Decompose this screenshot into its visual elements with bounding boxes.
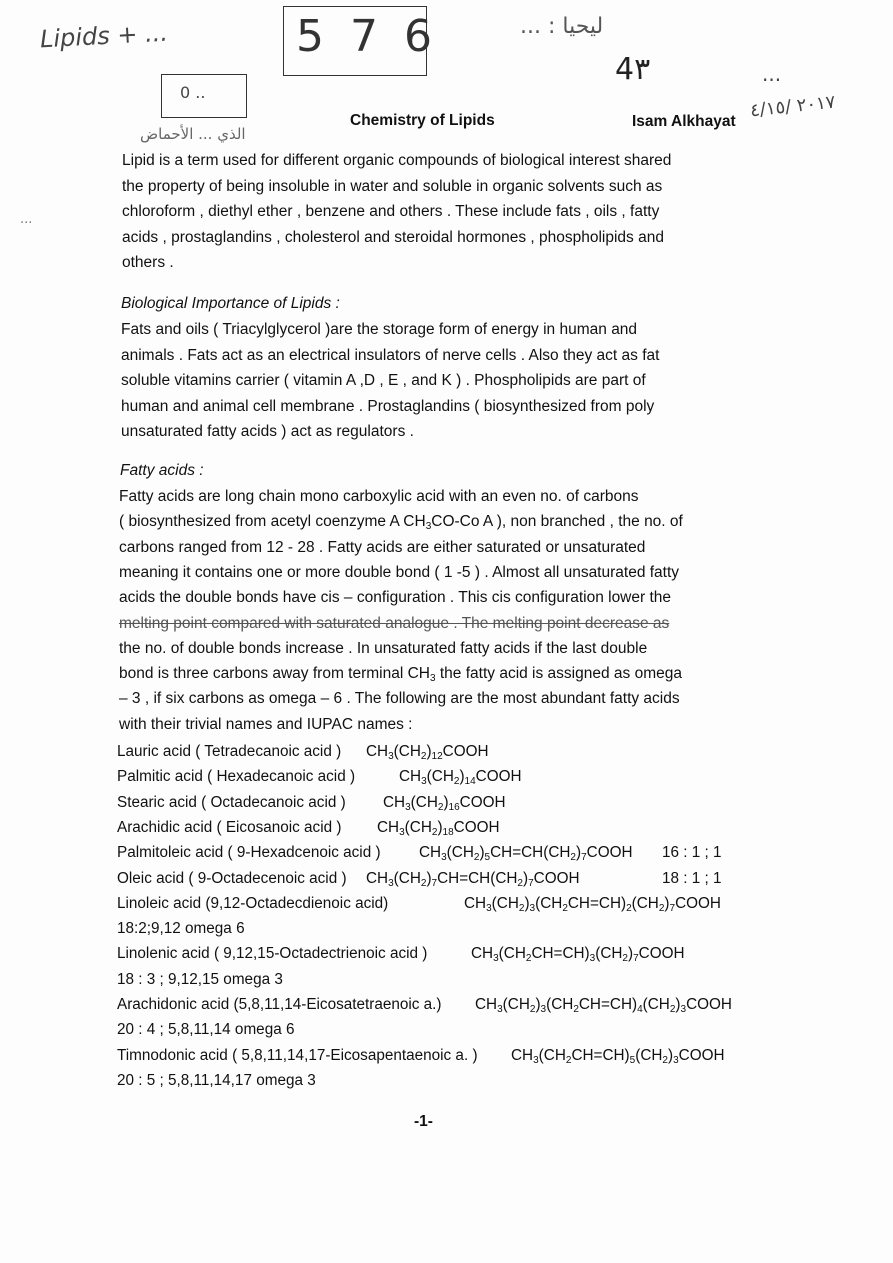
bio-line: Fats and oils ( Triacylglycerol )are the storage form of energy in human and <box>121 321 638 338</box>
fatty-acid-code: 16 : 1 ; 1 <box>662 844 722 862</box>
fatty-line <box>119 665 682 683</box>
fatty-acid-row <box>117 818 500 838</box>
fatty-acid-formula: $CH_3(CH_2CH=CH)_5(CH_2)_3COOH$ <box>511 1046 725 1066</box>
small-box-text: 0 .. <box>180 83 206 102</box>
fatty-line: – 3 , if six carbons as omega – 6 . The following are the most abundant fatty acids <box>119 690 680 708</box>
fatty-acid-row <box>117 768 522 788</box>
fatty-acid-row <box>117 894 721 914</box>
fatty-acid-formula: $CH_3(CH_2)_3(CH_2CH=CH)_4(CH_2)_3COOH$ <box>475 996 732 1015</box>
intro-line: chloroform , diethyl ether , benzene and others . These include fats , oils , fatty <box>122 203 660 220</box>
handwriting-under-title: الذي ... الأحماض <box>140 125 246 143</box>
fatty-acid-name: Lauric acid ( Tetradecanoic acid ) <box>117 743 342 760</box>
bio-line: human and animal cell membrane . Prostaglandins ( biosynthesized from poly <box>121 397 655 415</box>
handwritten-number-box <box>283 6 438 76</box>
handwritten-small-box <box>161 74 247 118</box>
fatty-acid-notation: 20 : 4 ; 5,8,11,14 omega 6 <box>117 1021 295 1039</box>
fatty-acid-name: Timnodonic acid ( 5,8,11,14,17-Eicosapentaenoic a. ) <box>117 1046 478 1064</box>
fatty-acid-name: Linoleic acid (9,12-Octadecdienoic acid) <box>117 894 389 912</box>
fatty-acid-row <box>117 869 722 889</box>
fatty-acid-formula: $CH_3(CH_2)_{14}COOH$ <box>399 768 522 788</box>
fatty-line-part: CO-Co A ), non branched , the no. of <box>431 513 683 531</box>
fatty-line-part: the fatty acid is assigned as omega <box>435 665 682 683</box>
bio-line: unsaturated fatty acids ) act as regulators . <box>121 423 414 440</box>
fatty-acid-name: Arachidic acid ( Eicosanoic acid ) <box>117 818 342 836</box>
fatty-acid-name: Palmitoleic acid ( 9-Hexadcenoic acid ) <box>117 844 381 862</box>
fatty-acid-notation: 18 : 3 ; 9,12,15 omega 3 <box>117 970 283 988</box>
subscript: 3 <box>425 521 432 533</box>
fatty-acid-formula: $CH_3(CH_2)_{16}COOH$ <box>383 793 506 813</box>
fatty-acid-row <box>117 793 506 813</box>
handwriting-right-code: ... <box>762 62 782 86</box>
bio-heading: Biological Importance of Lipids : <box>121 295 340 312</box>
fatty-acid-name: Stearic acid ( Octadecanoic acid ) <box>117 793 346 811</box>
fatty-line: the no. of double bonds increase . In unsaturated fatty acids if the last double <box>119 639 648 657</box>
doc-title: Chemistry of Lipids <box>350 112 495 129</box>
doc-author: Isam Alkhayat <box>632 113 736 130</box>
fatty-line: acids the double bonds have cis – configuration . This cis configuration lower the <box>119 589 672 607</box>
fatty-acid-code: 18 : 1 ; 1 <box>662 869 722 887</box>
fatty-line: Fatty acids are long chain mono carboxylic acid with an even no. of carbons <box>119 488 639 505</box>
fatty-acid-name: Oleic acid ( 9-Octadecenoic acid ) <box>117 869 347 887</box>
fatty-acid-row <box>117 844 722 864</box>
fatty-line-part: bond is three carbons away from terminal CH <box>119 665 430 683</box>
intro-line: others . <box>122 254 174 271</box>
box-number: 5 7 6 <box>296 11 438 62</box>
fatty-line: meaning it contains one or more double bond ( 1 -5 ) . Almost all unsaturated fatty <box>119 563 680 581</box>
fatty-acid-notation: 20 : 5 ; 5,8,11,14,17 omega 3 <box>117 1071 316 1089</box>
subscript: 3 <box>430 673 436 685</box>
fatty-acid-row <box>117 996 732 1015</box>
intro-line: Lipid is a term used for different organic compounds of biological interest shared <box>122 152 672 169</box>
handwriting-margin: ... <box>20 212 33 227</box>
fatty-line-part: ( biosynthesized from acetyl coenzyme A CH <box>119 513 426 531</box>
fatty-acid-row <box>117 743 489 762</box>
bio-line: animals . Fats act as an electrical insulators of nerve cells . Also they act as fat <box>121 346 660 364</box>
fatty-heading: Fatty acids : <box>120 462 204 479</box>
intro-line: acids , prostaglandins , cholesterol and steroidal hormones , phospholipids and <box>122 228 664 246</box>
intro-line: the property of being insoluble in water and soluble in organic solvents such as <box>122 177 663 195</box>
fatty-acid-formula: $CH_3(CH_2)_5CH=CH(CH_2)_7COOH$ <box>419 844 633 864</box>
fatty-line: with their trivial names and IUPAC names : <box>119 715 413 733</box>
fatty-line: carbons ranged from 12 - 28 . Fatty acids are either saturated or unsaturated <box>119 538 646 556</box>
fatty-acid-name: Linolenic acid ( 9,12,15-Octadectrienoic acid ) <box>117 945 428 963</box>
fatty-acid-formula: $CH_3(CH_2)_{18}COOH$ <box>377 818 500 838</box>
handwriting-top-left: Lipids + ... <box>39 18 169 54</box>
handwriting-date: ٢٠١٧ /٤/١٥ <box>749 91 837 122</box>
page-number: -1- <box>414 1113 433 1130</box>
handwriting-number: 4٣ <box>615 52 651 87</box>
fatty-acid-formula: $CH_3(CH_2)_3(CH_2CH=CH)_2(CH_2)_7COOH$ <box>464 894 721 914</box>
fatty-line <box>119 513 683 531</box>
fatty-acid-row <box>117 1046 725 1066</box>
fatty-acid-formula: $CH_3(CH_2)_{12}COOH$ <box>366 743 489 762</box>
fatty-acid-name: Palmitic acid ( Hexadecanoic acid ) <box>117 768 356 786</box>
fatty-acid-formula: $CH_3(CH_2CH=CH)_3(CH_2)_7COOH$ <box>471 945 685 965</box>
fatty-acid-row <box>117 945 685 965</box>
handwriting-top-right-arabic: ليحيا : ... <box>520 14 604 39</box>
bio-line: soluble vitamins carrier ( vitamin A ,D , E , and K ) . Phospholipids are part of <box>121 372 646 389</box>
fatty-acid-notation: 18:2;9,12 omega 6 <box>117 920 245 938</box>
fatty-acid-name: Arachidonic acid (5,8,11,14-Eicosatetraenoic a.) <box>117 996 442 1013</box>
fatty-line-struck: melting point compared with saturated analogue . The melting point decrease as <box>119 614 670 632</box>
fatty-acid-formula: $CH_3(CH_2)_7CH=CH(CH_2)_7COOH$ <box>366 869 580 889</box>
